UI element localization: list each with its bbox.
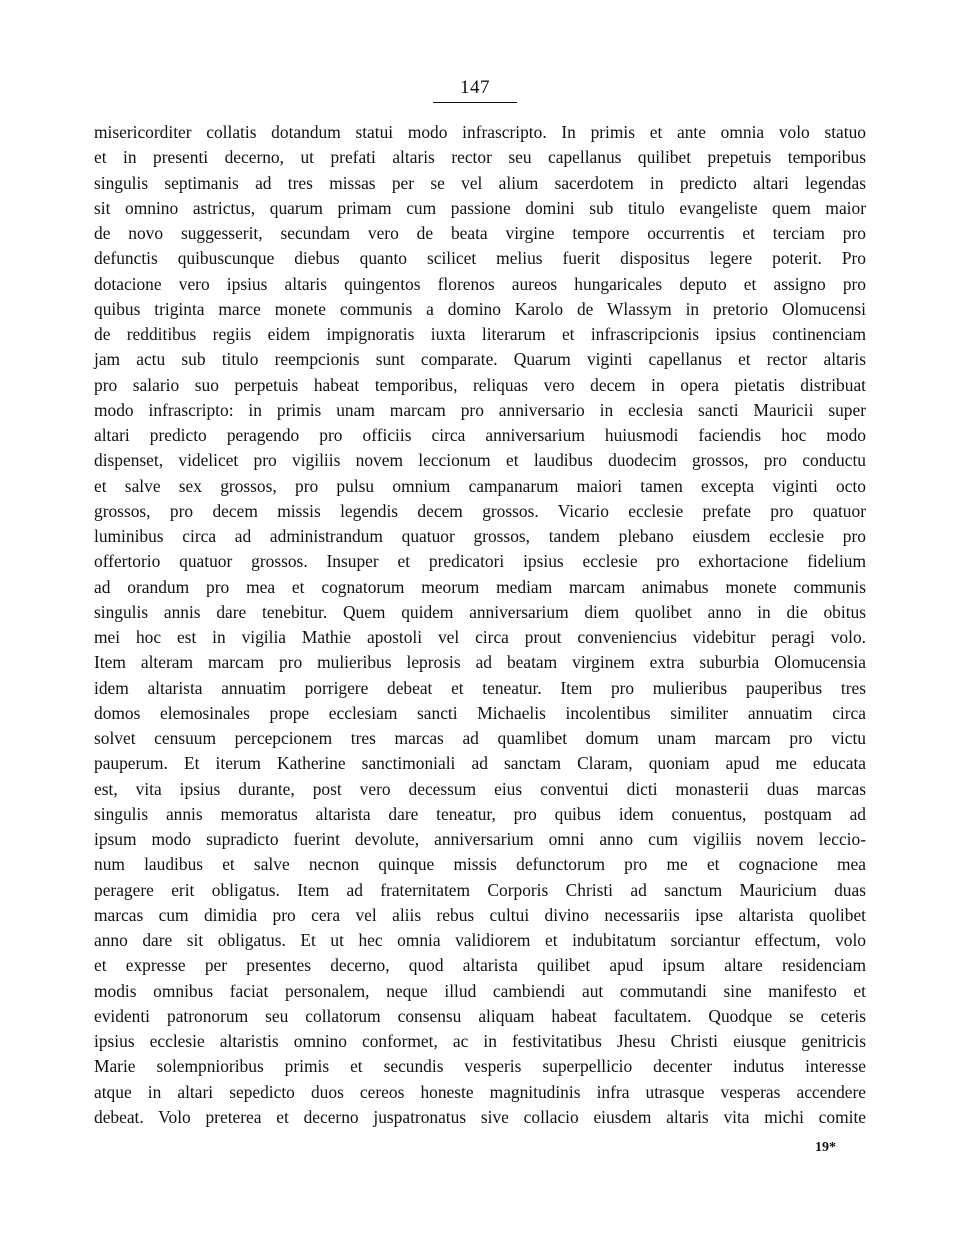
text-line: pro salario suo perpetuis habeat temporibus, reliquas vero decem in opera pietatis distribuat	[94, 374, 866, 395]
text-line: de novo suggesserit, secundam vero de beata virgine tempore occurrentis et terciam pro	[94, 223, 866, 243]
page-number: 147	[460, 77, 490, 98]
text-line: atque in altari sepedicto duos cereos honeste magnitudinis infra utrasque vesperas accendere	[94, 1081, 866, 1102]
text-line: defunctis quibuscunque diebus quanto scilicet melius fuerit dispositus legere poterit. Pro	[94, 248, 866, 269]
page-number-rule	[433, 102, 517, 103]
text-line: et expresse per presentes decerno, quod altarista quilibet apud ipsum altare residenciam	[94, 955, 866, 976]
text-line: dotacione vero ipsius altaris quingentos florenos aureos hungaricales deputo et assigno pro	[94, 273, 866, 294]
text-line: grossos, pro decem missis legendis decem grossos. Vicario ecclesie prefate pro quatuor	[94, 500, 866, 521]
text-line: singulis annis dare tenebitur. Quem quidem anniversarium diem quolibet anno in die obitus	[94, 601, 866, 622]
text-line: ipsius ecclesie altaristis omnino conformet, ac in festivitatibus Jhesu Christi eiusque genitricis	[94, 1031, 866, 1051]
text-line: et in presenti decerno, ut prefati altaris rector seu capellanus quilibet prepetuis temporibus	[94, 147, 866, 168]
text-line: jam actu sub titulo reempcionis sunt comparate. Quarum viginti capellanus et rector altaris	[94, 349, 866, 370]
text-line: singulis septimanis ad tres missas per se vel alium sacerdotem in predicto altari legendas	[94, 172, 866, 193]
text-line: pauperum. Et iterum Katherine sanctimoniali ad sanctam Claram, quoniam apud me educata	[94, 753, 866, 774]
text-line: domos elemosinales prope ecclesiam sancti Michaelis incolentibus similiter annuatim circa	[94, 702, 866, 723]
text-line: modis omnibus faciat personalem, neque illud cambiendi aut commutandi sine manifesto et	[94, 980, 866, 1001]
text-line: mei hoc est in vigilia Mathie apostoli vel circa prout conveniencius videbitur peragi volo.	[94, 627, 866, 647]
text-line: est, vita ipsius durante, post vero decessum eius conventui dicti monasterii duas marcas	[94, 778, 866, 799]
text-line: et salve sex grossos, pro pulsu omnium campanarum maiori tamen excepta viginti octo	[94, 475, 866, 496]
text-line: luminibus circa ad administrandum quatuor grossos, tandem plebano eiusdem ecclesie pro	[94, 526, 866, 546]
text-line: de redditibus regiis eidem impignoratis iuxta literarum et infrascripcionis ipsius continenciam	[94, 324, 866, 344]
text-line: misericorditer collatis dotandum statui modo infrascripto. In primis et ante omnia volo statuo	[94, 122, 866, 142]
text-line: ipsum modo supradicto fuerint devolute, anniversarium omni anno cum vigiliis novem leccio-	[94, 829, 866, 849]
text-line: offertorio quatuor grossos. Insuper et predicatori ipsius ecclesie pro exhortacione fidelium	[94, 551, 866, 572]
text-line: altari predicto peragendo pro officiis circa anniversarium huiusmodi faciendis hoc modo	[94, 425, 866, 445]
text-line: Marie solempnioribus primis et secundis vesperis superpellicio decenter indutus interesse	[94, 1056, 866, 1077]
text-line: sit omnino astrictus, quarum primam cum passione domini sub titulo evangeliste quem maior	[94, 197, 866, 218]
signature-mark: 19*	[815, 1140, 836, 1155]
text-line: debeat. Volo preterea et decerno juspatronatus sive collacio eiusdem altaris vita michi comite	[94, 1106, 866, 1127]
text-line: anno dare sit obligatus. Et ut hec omnia validiorem et indubitatum sorciantur effectum, volo	[94, 930, 866, 950]
text-line: dispenset, videlicet pro vigiliis novem leccionum et laudibus duodecim grossos, pro conductu	[94, 450, 866, 471]
text-line: idem altarista annuatim porrigere debeat et teneatur. Item pro mulieribus pauperibus tres	[94, 677, 866, 698]
text-line: marcas cum dimidia pro cera vel aliis rebus cultui divino necessariis ipse altarista quolibet	[94, 904, 866, 925]
text-line: ad orandum pro mea et cognatorum meorum mediam marcam animabus monete communis	[94, 576, 866, 597]
text-line: peragere erit obligatus. Item ad fraternitatem Corporis Christi ad sanctum Mauricium duas	[94, 879, 866, 900]
text-line: singulis annis memoratus altarista dare teneatur, pro quibus idem conuentus, postquam ad	[94, 803, 866, 824]
text-line: quibus triginta marce monete communis a domino Karolo de Wlassym in pretorio Olomucensi	[94, 298, 866, 319]
text-line: modo infrascripto: in primis unam marcam pro anniversario in ecclesia sancti Mauricii super	[94, 399, 866, 420]
text-line: num laudibus et salve necnon quinque missis defunctorum pro me et cognacione mea	[94, 854, 866, 875]
text-line: solvet censuum percepcionem tres marcas ad quamlibet domum unam marcam pro victu	[94, 728, 866, 748]
body-text	[94, 120, 866, 1130]
text-line: Item alteram marcam pro mulieribus leprosis ad beatam virginem extra suburbia Olomucensia	[94, 652, 866, 673]
text-line: evidenti patronorum seu collatorum consensu aliquam habeat facultatem. Quodque se ceteris	[94, 1005, 866, 1026]
